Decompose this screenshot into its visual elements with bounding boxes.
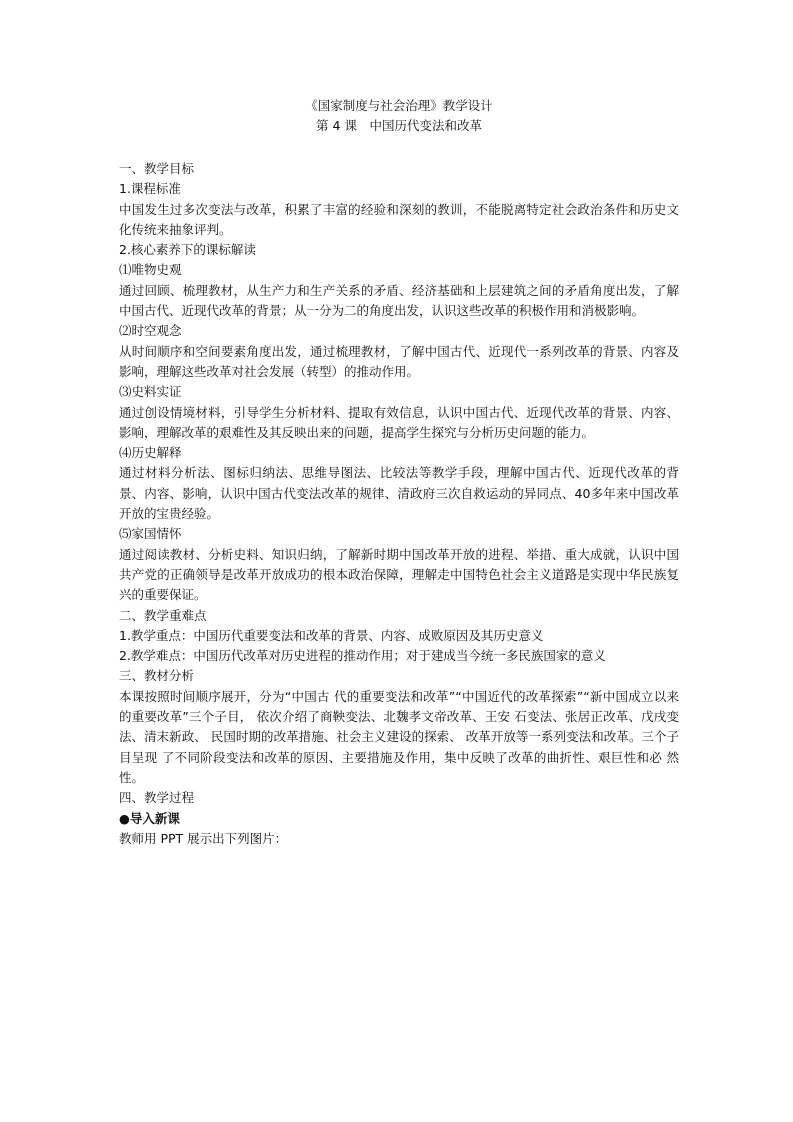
item-heading: ⑷历史解释 bbox=[119, 445, 182, 461]
lesson-title: 第 4 课 中国历代变法和改革 bbox=[316, 118, 482, 133]
intro-heading: ●导入新课 bbox=[119, 810, 180, 826]
spacer bbox=[119, 136, 679, 159]
paragraph: 通过回顾、梳理教材，从生产力和生产关系的矛盾、经济基础和上层建筑之间的矛盾角度出发，了解中国古代、近现代改革的背景；从一分为二的角度出发，认识这些改革的积极作用和消极影响。 bbox=[119, 282, 679, 319]
item-heading: ⑶史料实证 bbox=[119, 384, 182, 400]
subsection-heading: 2.核心素养下的课标解读 bbox=[119, 242, 256, 258]
paragraph: 中国发生过多次变法与改革，积累了丰富的经验和深刻的教训，不能脱离特定社会政治条件和历史文化传统来抽象评判。 bbox=[119, 201, 679, 237]
subsection-heading: 1.课程标准 bbox=[119, 181, 181, 197]
section-heading: 三、教材分析 bbox=[119, 668, 195, 684]
document-page bbox=[119, 96, 679, 849]
section-heading: 四、教学过程 bbox=[119, 790, 195, 806]
paragraph: 从时间顺序和空间要素角度出发，通过梳理教材，了解中国古代、近现代一系列改革的背景、内容及影响，理解这些改革对社会发展（转型）的推动作用。 bbox=[119, 343, 679, 379]
paragraph: 通过阅读教材、分析史料、知识归纳，了解新时期中国改革开放的进程、举措、重大成就，认识中国共产党的正确领导是改革开放成功的根本政治保障，理解走中国特色社会主义道路是实现中华民族复兴的重要保证。 bbox=[119, 546, 679, 603]
key-point: 1.教学重点：中国历代重要变法和改革的背景、内容、成败原因及其历史意义 bbox=[119, 627, 544, 643]
paragraph: 本课按照时间顺序展开，分为“中国古 代的重要变法和改革”“中国近代的改革探索”“新中国成立以来的重要改革”三个子目， 依次介绍了商鞅变法、北魏孝文帝改革、王安 石变法、张居正改革、戊戌变法、清末新政、 民国时期的改革措施、社会主义建设的探索、 改革开放等一系列变法和改革。三个子目呈现 了不同阶段变法和改革的原因、主要措施及作用，集中反映了改革的曲折性、艰巨性和必 然性。 bbox=[119, 688, 679, 785]
section-heading: 二、教学重难点 bbox=[119, 607, 207, 623]
paragraph: 通过材料分析法、图标归纳法、思维导图法、比较法等教学手段，理解中国古代、近现代改革的背景、内容、影响，认识中国古代变法改革的规律、清政府三次自救运动的异同点、40多年来中国改革开放的宝贵经验。 bbox=[119, 465, 679, 522]
difficult-point: 2.教学难点：中国历代改革对历史进程的推动作用；对于建成当今统一多民族国家的意义 bbox=[119, 648, 606, 664]
paragraph: 通过创设情境材料，引导学生分析材料、提取有效信息，认识中国古代、近现代改革的背景、内容、影响，理解改革的艰难性及其反映出来的问题，提高学生探究与分析历史问题的能力。 bbox=[119, 404, 679, 440]
item-heading: ⑸家国情怀 bbox=[119, 526, 182, 542]
paragraph: 教师用 PPT 展示出下列图片： bbox=[119, 830, 288, 846]
section-heading: 一、教学目标 bbox=[119, 161, 195, 176]
item-heading: ⑵时空观念 bbox=[119, 323, 182, 339]
document-title: 《国家制度与社会治理》教学设计 bbox=[305, 98, 493, 113]
item-heading: ⑴唯物史观 bbox=[119, 262, 182, 278]
